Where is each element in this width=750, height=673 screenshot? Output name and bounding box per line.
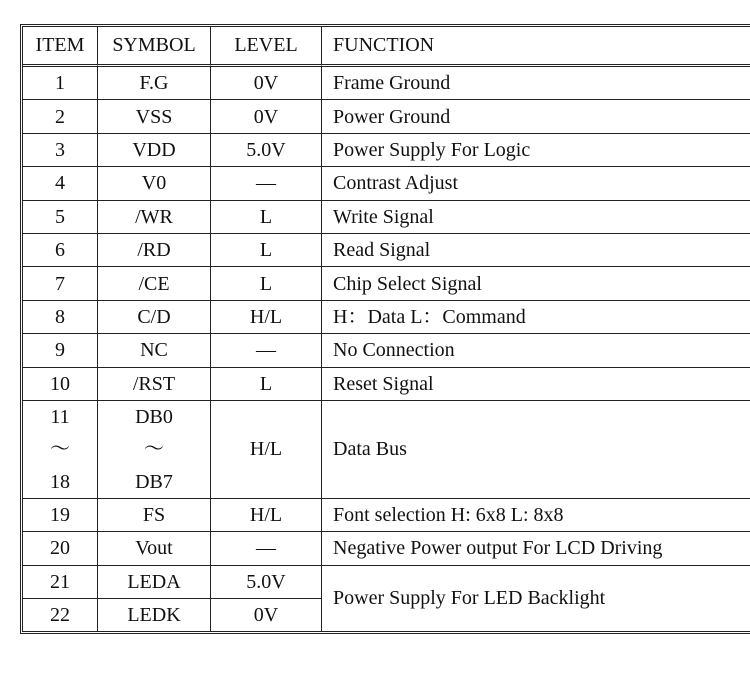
cell-function: Reset Signal [322, 368, 750, 401]
cell-level: 5.0V [211, 134, 322, 167]
table-row [23, 267, 750, 300]
cell-level: H/L [211, 499, 322, 532]
cell-level: 0V [211, 67, 322, 100]
table-row [23, 234, 750, 267]
header-function: FUNCTION [322, 27, 750, 67]
cell-symbol: VDD [98, 134, 211, 167]
cell-symbol: F.G [98, 67, 211, 100]
table-row-data-bus [23, 401, 750, 499]
symbol-range-stack [98, 401, 210, 498]
cell-item: 8 [23, 301, 98, 334]
cell-level: 5.0V [211, 566, 322, 599]
cell-symbol: /WR [98, 201, 211, 234]
cell-symbol: LEDA [98, 566, 211, 599]
pin-table-container [20, 24, 750, 634]
header-symbol: SYMBOL [98, 27, 211, 67]
cell-level: — [211, 167, 322, 200]
cell-function: Read Signal [322, 234, 750, 267]
symbol-range-bottom: DB7 [135, 470, 173, 493]
cell-item: 3 [23, 134, 98, 167]
cell-symbol: V0 [98, 167, 211, 200]
cell-item: 21 [23, 566, 98, 599]
table-row [23, 201, 750, 234]
table-header-row [23, 27, 750, 67]
cell-symbol: /CE [98, 267, 211, 300]
header-item: ITEM [23, 27, 98, 67]
cell-function-merged: Power Supply For LED Backlight [322, 566, 750, 632]
cell-symbol: FS [98, 499, 211, 532]
item-range-stack [23, 401, 97, 498]
cell-function: Data Bus [322, 401, 750, 499]
cell-level: L [211, 267, 322, 300]
cell-item: 22 [23, 599, 98, 631]
cell-symbol: C/D [98, 301, 211, 334]
cell-item: 20 [23, 532, 98, 565]
table-body [23, 67, 750, 631]
cell-item: 2 [23, 100, 98, 133]
cell-item: 6 [23, 234, 98, 267]
table-row [23, 368, 750, 401]
cell-symbol: Vout [98, 532, 211, 565]
symbol-range-mid: ～ [144, 438, 164, 461]
cell-function: H：Data L：Command [322, 301, 750, 334]
cell-item: 7 [23, 267, 98, 300]
table-row [23, 67, 750, 100]
cell-level: L [211, 368, 322, 401]
cell-level: H/L [211, 401, 322, 499]
cell-function: Negative Power output For LCD Driving [322, 532, 750, 565]
cell-item: 1 [23, 67, 98, 100]
pin-assignment-table [20, 24, 750, 634]
table-row [23, 532, 750, 565]
cell-item: 5 [23, 201, 98, 234]
cell-function: Frame Ground [322, 67, 750, 100]
cell-function: Font selection H: 6x8 L: 8x8 [322, 499, 750, 532]
table-row [23, 334, 750, 367]
cell-function: Power Ground [322, 100, 750, 133]
cell-item: 10 [23, 368, 98, 401]
cell-item: 19 [23, 499, 98, 532]
cell-symbol-range [98, 401, 211, 499]
cell-function: Power Supply For Logic [322, 134, 750, 167]
cell-symbol: LEDK [98, 599, 211, 631]
header-level: LEVEL [211, 27, 322, 67]
cell-level: 0V [211, 100, 322, 133]
symbol-range-top: DB0 [135, 405, 173, 428]
cell-symbol: VSS [98, 100, 211, 133]
table-row [23, 499, 750, 532]
cell-function: No Connection [322, 334, 750, 367]
cell-item-range [23, 401, 98, 499]
cell-level: — [211, 334, 322, 367]
cell-symbol: /RST [98, 368, 211, 401]
item-range-bottom: 18 [50, 470, 70, 493]
cell-level: L [211, 234, 322, 267]
item-range-top: 11 [50, 405, 70, 428]
cell-level: H/L [211, 301, 322, 334]
cell-function: Contrast Adjust [322, 167, 750, 200]
cell-function: Write Signal [322, 201, 750, 234]
cell-function: Chip Select Signal [322, 267, 750, 300]
cell-item: 4 [23, 167, 98, 200]
cell-level: 0V [211, 599, 322, 631]
cell-symbol: NC [98, 334, 211, 367]
cell-level: L [211, 201, 322, 234]
table-row [23, 134, 750, 167]
cell-level: — [211, 532, 322, 565]
table-row [23, 100, 750, 133]
table-row [23, 301, 750, 334]
cell-symbol: /RD [98, 234, 211, 267]
cell-item: 9 [23, 334, 98, 367]
item-range-mid: ～ [50, 438, 70, 461]
table-row [23, 167, 750, 200]
table-row [23, 566, 750, 599]
